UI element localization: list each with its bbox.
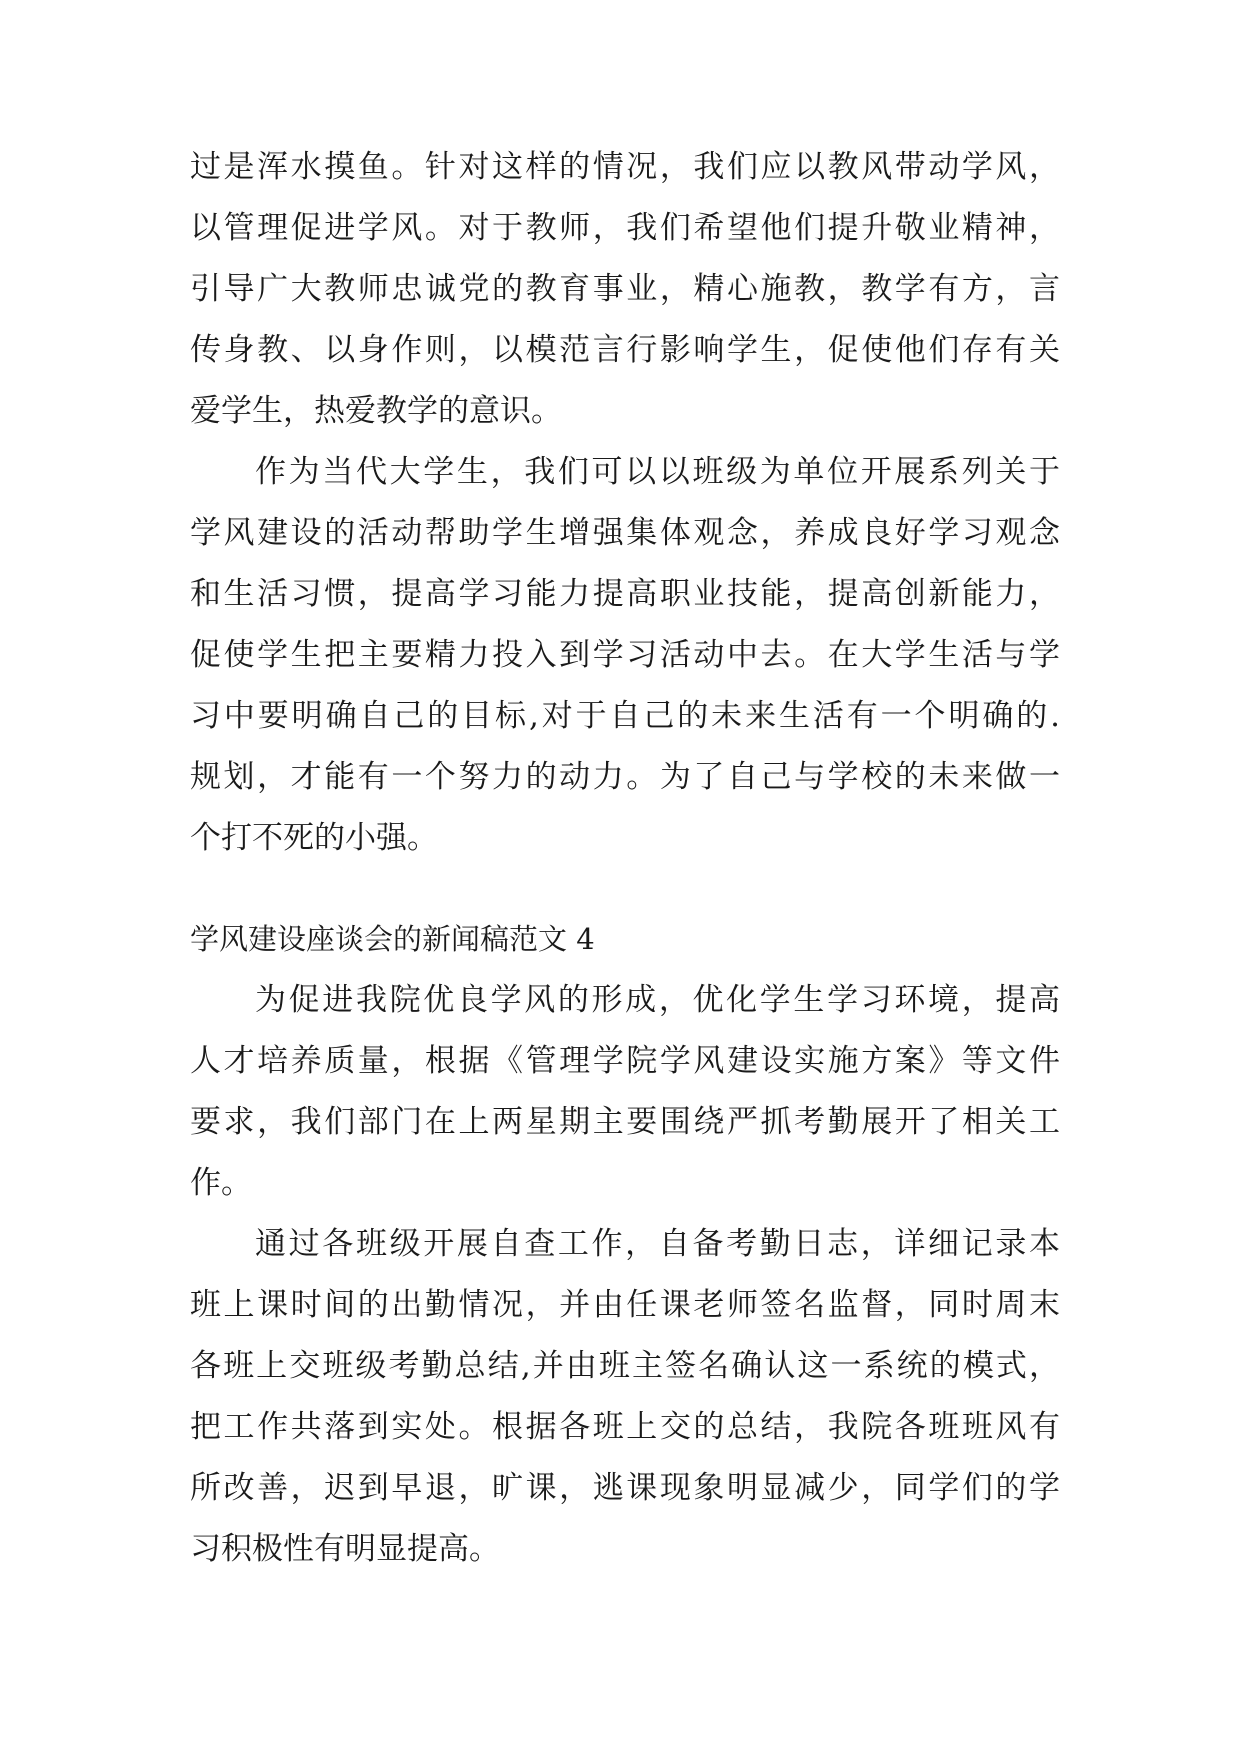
paragraph-4-line-2: 班上课时间的出勤情况，并由任课老师签名监督，同时周末	[190, 1287, 1060, 1323]
paragraph-1-line-1: 过是浑水摸鱼。针对这样的情况，我们应以教风带动学风，	[190, 149, 1060, 185]
paragraph-4-line-6: 习积极性有明显提高。	[190, 1531, 500, 1567]
section-title: 学风建设座谈会的新闻稿范文 4	[190, 922, 595, 956]
paragraph-1-line-4: 传身教、以身作则，以模范言行影响学生，促使他们存有关	[190, 332, 1060, 368]
paragraph-2-line-3: 和生活习惯，提高学习能力提高职业技能，提高创新能力，	[190, 576, 1060, 612]
paragraph-3-line-2: 人才培养质量，根据《管理学院学风建设实施方案》等文件	[190, 1043, 1060, 1079]
paragraph-3-line-1: 为促进我院优良学风的形成，优化学生学习环境，提高	[255, 982, 1060, 1018]
paragraph-2-line-7: 个打不死的小强。	[190, 820, 438, 856]
paragraph-4-line-3: 各班上交班级考勤总结,并由班主签名确认这一系统的模式，	[190, 1348, 1060, 1384]
paragraph-4-line-5: 所改善，迟到早退，旷课，逃课现象明显减少，同学们的学	[190, 1470, 1060, 1506]
paragraph-2-line-6: 规划，才能有一个努力的动力。为了自己与学校的未来做一	[190, 759, 1060, 795]
paragraph-2-line-2: 学风建设的活动帮助学生增强集体观念，养成良好学习观念	[190, 515, 1060, 551]
paragraph-2-line-4: 促使学生把主要精力投入到学习活动中去。在大学生活与学	[190, 637, 1060, 673]
paragraph-1-line-3: 引导广大教师忠诚党的教育事业，精心施教，教学有方，言	[190, 271, 1060, 307]
paragraph-3-line-3: 要求，我们部门在上两星期主要围绕严抓考勤展开了相关工	[190, 1104, 1060, 1140]
paragraph-2-line-1: 作为当代大学生，我们可以以班级为单位开展系列关于	[255, 454, 1060, 490]
paragraph-1-line-2: 以管理促进学风。对于教师，我们希望他们提升敬业精神，	[190, 210, 1060, 246]
paragraph-4-line-4: 把工作共落到实处。根据各班上交的总结，我院各班班风有	[190, 1409, 1060, 1445]
paragraph-1-line-5: 爱学生，热爱教学的意识。	[190, 393, 562, 429]
paragraph-2-line-5: 习中要明确自己的目标,对于自己的未来生活有一个明确的.	[190, 698, 1060, 734]
paragraph-3-line-4: 作。	[190, 1165, 252, 1201]
paragraph-4-line-1: 通过各班级开展自查工作，自备考勤日志，详细记录本	[255, 1226, 1060, 1262]
